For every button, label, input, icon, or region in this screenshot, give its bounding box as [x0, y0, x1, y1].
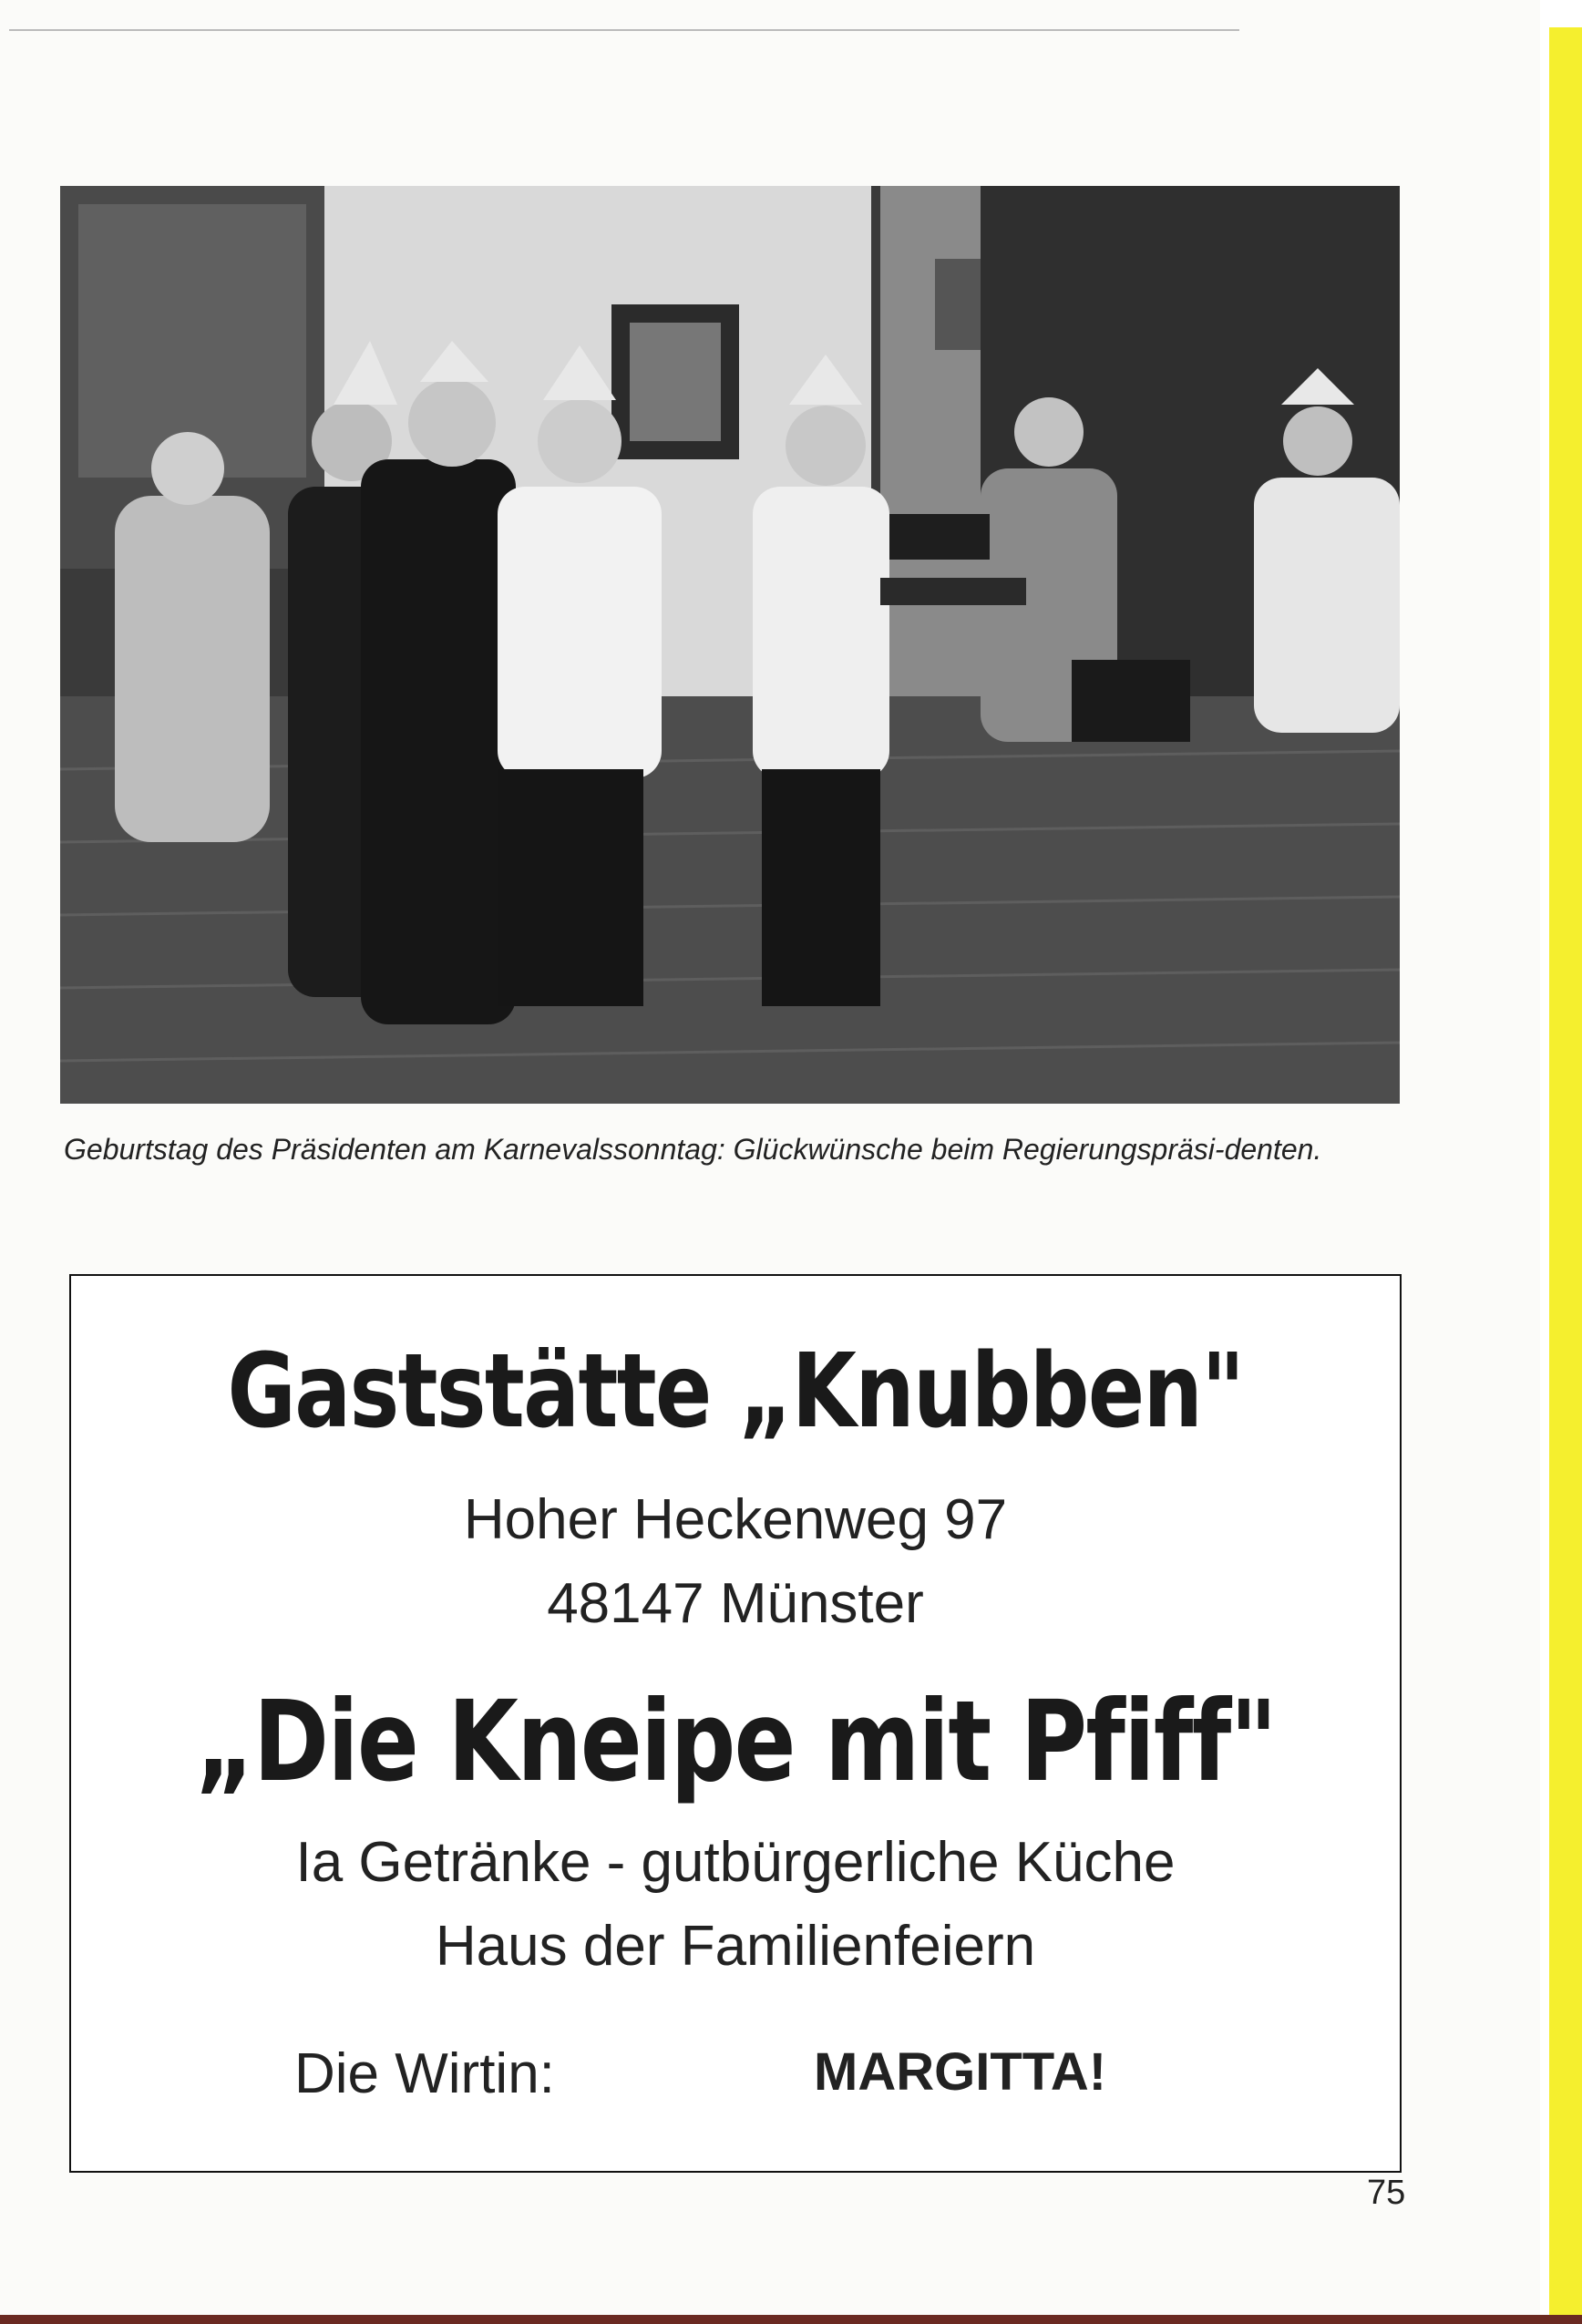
page-edge-yellow — [1549, 27, 1582, 2315]
ad-host-label: Die Wirtin: — [294, 2042, 555, 2105]
ad-title: Gaststätte „Knubben" — [227, 1332, 1244, 1451]
page-number: 75 — [1367, 2174, 1406, 2212]
photo-caption: Geburtstag des Präsidenten am Karnevalssonntag: Glückwünsche beim Regierungspräsi-denten. — [64, 1133, 1322, 1166]
advertisement-box — [69, 1274, 1402, 2173]
ad-events-line: Haus der Familienfeiern — [435, 1915, 1036, 1978]
event-photo — [60, 186, 1400, 1104]
bottom-edge — [0, 2315, 1582, 2324]
ad-address-street: Hoher Heckenweg 97 — [463, 1488, 1008, 1551]
ad-host-name: MARGITTA! — [814, 2042, 1107, 2102]
ad-drinks-line: Ia Getränke - gutbürgerliche Küche — [295, 1831, 1176, 1894]
ad-slogan: „Die Kneipe mit Pfiff" — [194, 1677, 1277, 1806]
top-rule — [9, 29, 1239, 31]
photo-illustration — [60, 186, 1400, 1104]
ad-address-city: 48147 Münster — [547, 1572, 924, 1635]
